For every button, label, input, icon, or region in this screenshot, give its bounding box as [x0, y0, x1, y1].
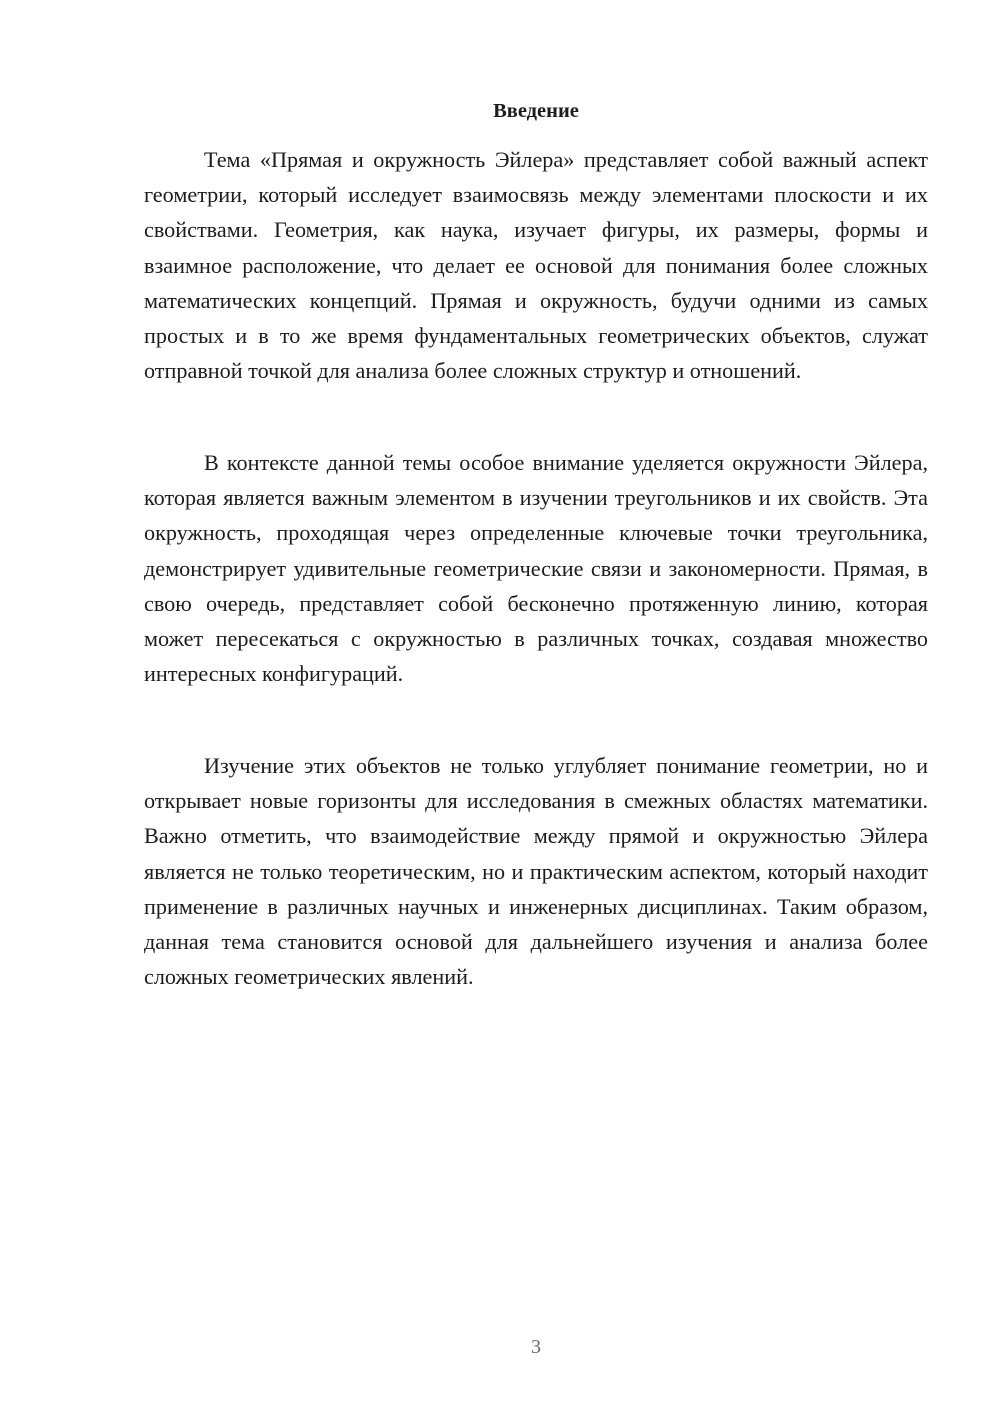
- paragraph-3: Изучение этих объектов не только углубляет понимание геометрии, но и открывает новые горизонты для исследования в смежных областях математики. Важно отметить, что взаимодействие между прямой и окружностью Эйлера является не только теоретическим, но и практическим аспектом, который находит применение в различных научных и инженерных дисциплинах. Таким образом, данная тема становится основой для дальнейшего изучения и анализа более сложных геометрических явлений.: [144, 753, 928, 990]
- page-number: 3: [531, 1336, 541, 1358]
- section-heading: Введение: [493, 100, 579, 122]
- paragraph-2: В контексте данной темы особое внимание уделяется окружности Эйлера, которая является важным элементом в изучении треугольников и их свойств. Эта окружность, проходящая через определенные ключевые точки треугольника, демонстрирует удивительные геометрические связи и закономерности. Прямая, в свою очередь, представляет собой бесконечно протяженную линию, которая может пересекаться с окружностью в различных точках, создавая множество интересных конфигураций.: [144, 450, 928, 687]
- paragraph-1: Тема «Прямая и окружность Эйлера» представляет собой важный аспект геометрии, который исследует взаимосвязь между элементами плоскости и их свойствами. Геометрия, как наука, изучает фигуры, их размеры, формы и взаимное расположение, что делает ее основой для понимания более сложных математических концепций. Прямая и окружность, будучи одними из самых простых и в то же время фундаментальных геометрических объектов, служат отправной точкой для анализа более сложных структур и отношений.: [144, 147, 928, 384]
